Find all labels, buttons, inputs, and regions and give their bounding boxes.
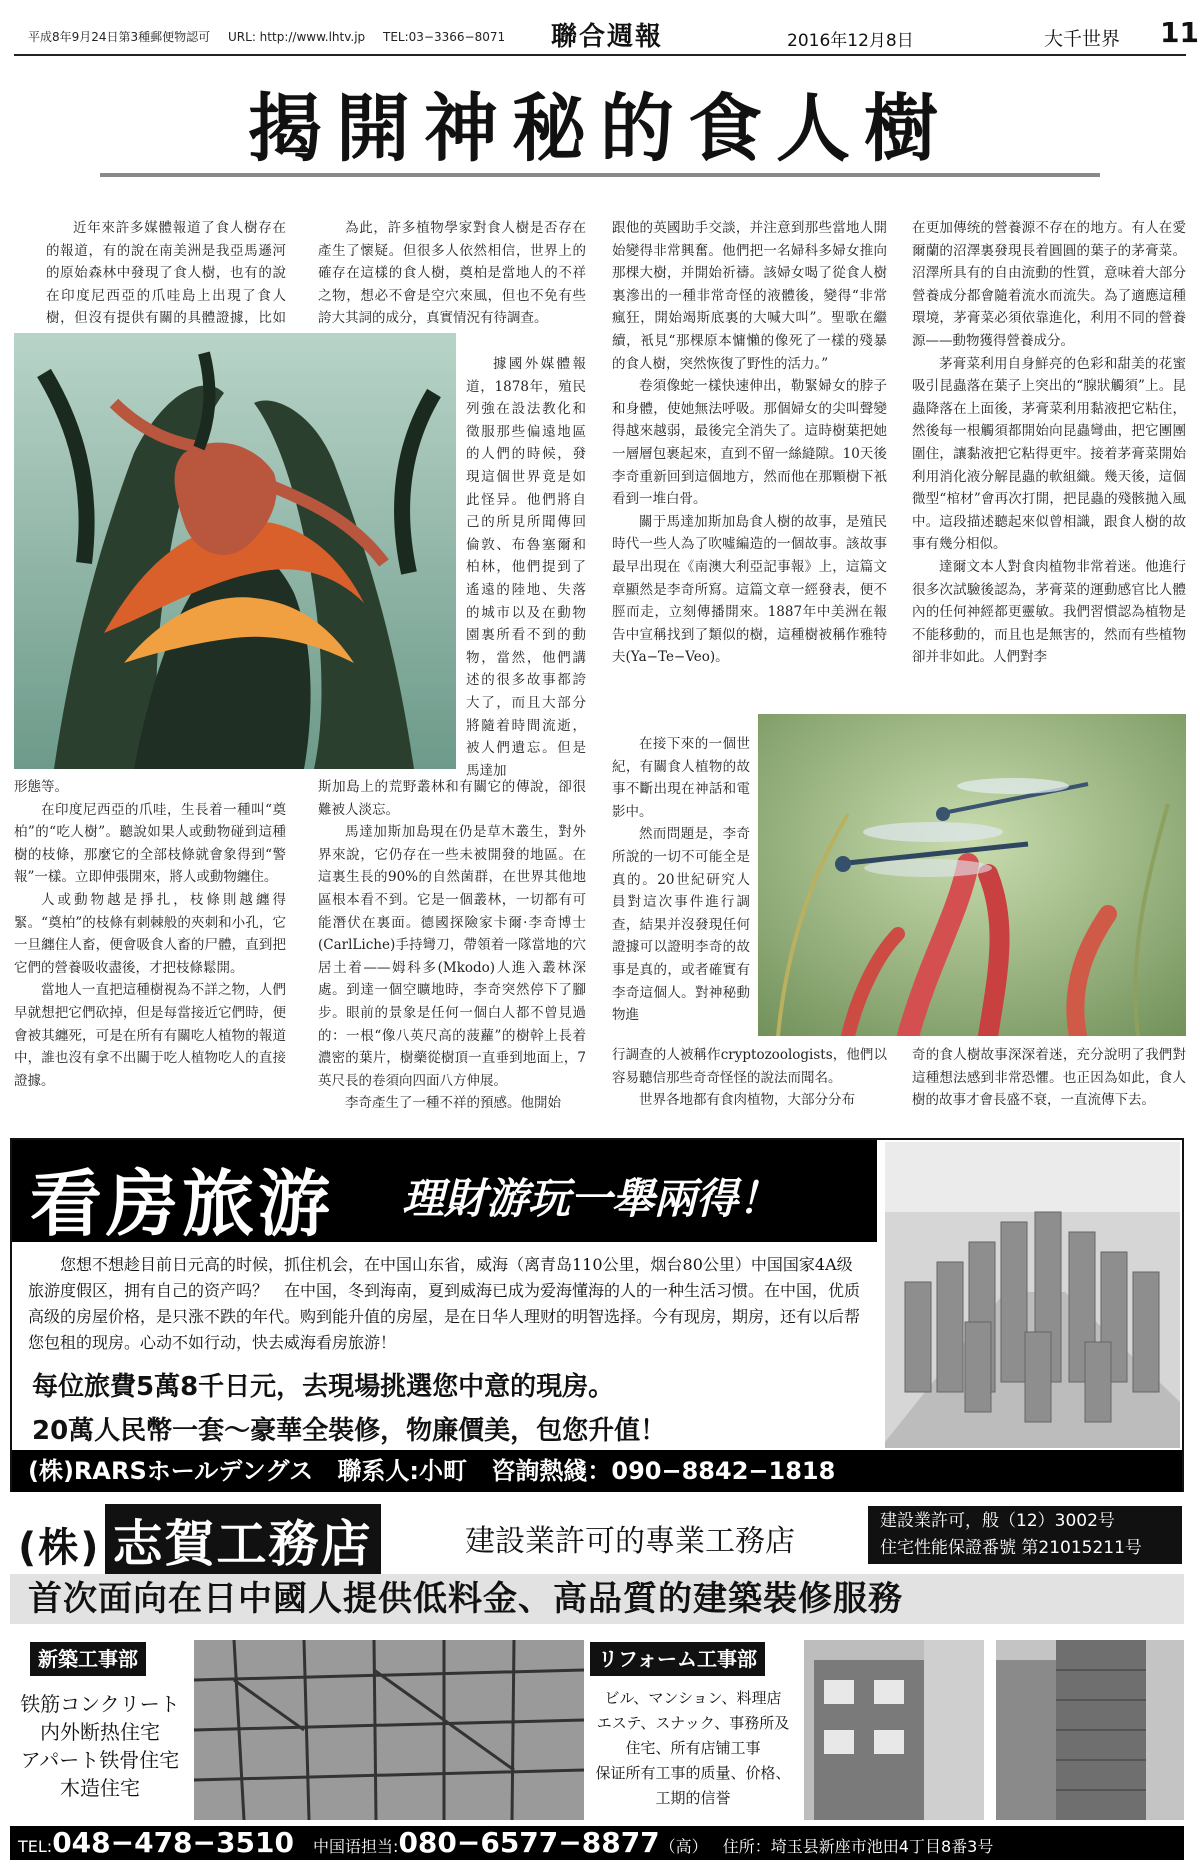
paragraph: 關于馬達加斯加島食人樹的故事，是殖民時代一些人為了吹噓編造的一個故事。該故事最早出現在《南澳大利亞記事報》上，這篇文章顯然是李奇所寫。這篇文章一經發表，便不脛而走，立刻傳播開來。1887年中美洲在報告中宣稱找到了類似的樹，這種樹被稱作雅特夫(Ya−Te−Veo)。 xyxy=(612,513,887,666)
company-name-text: 志賀工務店 xyxy=(105,1504,381,1576)
chinese-contact-label: 中国语担当: xyxy=(313,1837,399,1856)
ad-body-text: 您想不想趁目前日元高的时候，抓住机会，在中国山东省，威海（离青岛110公里，烟台80公里）中国国家4A级旅游度假区，拥有自己的资产吗？ 在中国，冬到海南，夏到威海已成为爱海懂海的人的一种生活习惯。在中国，优质高级的房屋价格，是只涨不跌的年代。购到能升值的房屋，是在日华人理财的明智选择。今有现房，期房，还有以后帮您包租的现房。心动不如行动，快去威海看房旅游！ xyxy=(28,1255,861,1352)
list-item: ビル、マンション、料理店 xyxy=(604,1689,782,1707)
phone-text: TEL:03−3366−8071 xyxy=(383,30,506,44)
article-column-2-bottom xyxy=(318,776,586,1115)
header-meta xyxy=(28,28,519,45)
page-number: 11 xyxy=(1160,16,1199,49)
list-item: エステ、スナック、事務所及 xyxy=(596,1714,790,1732)
ad-price-line: 每位旅費5萬8千日元，去現場挑選您中意的現房。 xyxy=(32,1372,615,1402)
ad-slogan: 理財游玩一舉兩得！ xyxy=(402,1174,781,1223)
list-item: 内外断热住宅 xyxy=(40,1720,160,1744)
paragraph: 茅膏菜利用自身鮮亮的色彩和甜美的花蜜吸引昆蟲落在葉子上突出的“腺狀觸須”上。昆蟲降落在上面後，茅膏菜利用黏液把它粘住，然後每一根觸須都開始向昆蟲彎曲，把它團團圍住，讓黏液把它粘得更牢。接着茅膏菜開始利用消化液分解昆蟲的軟組織。幾天後，這個微型“棺材”會再次打開，把昆蟲的殘骸拋入風中。這段描述聽起來似曾相識，跟食人樹的故事有幾分相似。 xyxy=(912,355,1186,553)
company-subtitle: 建設業許可的專業工務店 xyxy=(465,1524,795,1559)
tour-advertisement xyxy=(10,1138,1184,1492)
company-address: 住所：埼玉县新座市池田4丁目8番3号 xyxy=(722,1837,994,1856)
paragraph: 人或動物越是掙扎，枝條則越纏得緊。“奠柏”的枝條有刺棘般的夾刺和小孔，它一旦纏住人畜，便會吸食人畜的尸體，直到把它們的營養吸收盡後，才把枝條鬆開。 xyxy=(14,891,286,976)
paragraph: 達爾文本人對食肉植物非常着迷。他進行很多次試驗後認為，茅膏菜的運動感官比人體內的任何神經都更靈敏。我們習慣認為植物是不能移動的，而且也是無害的，然而有些植物卻并非如此。人們對李 xyxy=(912,558,1186,666)
license-line: 建設業許可，般（12）3002号 xyxy=(880,1511,1115,1531)
paragraph: 近年來許多媒體報道了食人樹存在的報道，有的說在南美洲是我亞馬遜河的原始森林中發現了食人樹，也有的說在印度尼西亞的爪哇島上出現了食人樹，但沒有提供有關的具體證據，比如 xyxy=(46,220,286,327)
article-column-3-top xyxy=(612,217,887,669)
list-item: 铁筋コンクリート xyxy=(20,1692,180,1716)
article-title: 揭開神秘的食人樹 xyxy=(248,86,952,172)
website-link[interactable]: URL: http://www.lhtv.jp xyxy=(228,30,366,44)
permit-text: 平成8年9月24日第3種郵便物認可 xyxy=(28,30,211,44)
paragraph: 跟他的英國助手交談，并注意到那些當地人開始變得非常興奮。他們把一名婦科多婦女推向那棵大樹，并開始祈禱。該婦女喝了從食人樹裏滲出的一種非常奇怪的液體後，變得“非常瘋狂，開始竭斯底裏的大喊大叫”。聖歌在繼續，衹見“那棵原本慵懶的像死了一樣的殘暴的食人樹，突然恢復了野性的活力。” xyxy=(612,220,887,372)
building-exterior-photo-2 xyxy=(996,1640,1184,1820)
man-eating-tree-illustration xyxy=(14,333,456,769)
apartment-complex-photo xyxy=(885,1142,1180,1448)
contact-phone-bar xyxy=(10,1826,1184,1860)
service-headline: 首次面向在日中國人提供低料金、高品質的建築裝修服務 xyxy=(10,1574,1184,1624)
article-column-3-bottom xyxy=(612,1044,887,1112)
ad-contact-person: 聯系人:小町 xyxy=(337,1457,468,1485)
chinese-contact-name: （高） xyxy=(659,1837,708,1856)
article-column-2-narrow xyxy=(466,353,586,782)
article-column-4-top xyxy=(912,217,1186,669)
dept-renovation: リフォーム工事部 xyxy=(590,1642,765,1676)
newspaper-name: 聯合週報 xyxy=(551,22,664,52)
main-phone-number[interactable]: 048−478−3510 xyxy=(52,1826,294,1859)
ad-company: (株)RARSホールデングス xyxy=(28,1457,314,1485)
paragraph: 卷須像蛇一樣快速伸出，勒緊婦女的脖子和身體，使她無法呼吸。那個婦女的尖叫聲變得越來越弱，最後完全消失了。這時樹葉把她一層層包裹起來，直到不留一絲縫隙。10天後李奇重新回到這個地方，然而他在那顆樹下衹看到一堆白骨。 xyxy=(612,378,887,508)
license-box xyxy=(868,1506,1182,1564)
tel-label: TEL: xyxy=(18,1837,53,1856)
list-item: 工期的信誉 xyxy=(655,1789,731,1807)
paragraph: 當地人一直把這種樹視為不詳之物，人們早就想把它們砍掉，但是每當接近它們時，便會被其纏死，可是在所有有關吃人植物的報道中，誰也沒有拿不出關于吃人植物吃人的直接證據。 xyxy=(14,982,286,1089)
article-column-1-bottom xyxy=(14,776,286,1092)
ad-headline: 看房旅游 xyxy=(30,1162,335,1246)
ad-hotline[interactable]: 咨詢熱綫：090−8842−1818 xyxy=(491,1457,836,1485)
list-item: アパート铁骨住宅 xyxy=(20,1748,180,1772)
article-column-2-top xyxy=(318,217,586,330)
paragraph: 世界各地都有食肉植物，大部分分布 xyxy=(639,1092,855,1109)
section-name: 大千世界 xyxy=(1044,28,1121,50)
steel-frame-construction-photo xyxy=(194,1640,584,1820)
issue-date: 2016年12月8日 xyxy=(787,31,914,51)
sundew-dragonfly-photo xyxy=(758,714,1186,1036)
company-kabu: (株) xyxy=(18,1525,101,1571)
ad-offer-line: 20萬人民幣一套～豪華全裝修，物廉價美，包您升值！ xyxy=(32,1416,667,1446)
page-header xyxy=(14,10,1199,56)
title-divider xyxy=(100,173,1100,177)
paragraph: 為此，許多植物學家對食人樹是否存在產生了懷疑。但很多人依然相信，世界上的確存在這樣的食人樹，奠柏是當地人的不祥之物，想必不會是空穴來風，但也不免有些誇大其詞的成分，真實情況有待調查。 xyxy=(318,220,586,327)
chinese-contact-number[interactable]: 080−6577−8877 xyxy=(398,1826,660,1859)
paragraph: 李奇產生了一種不祥的預感。他開始 xyxy=(345,1095,561,1112)
building-exterior-photo-1 xyxy=(804,1640,984,1820)
list-item: 木造住宅 xyxy=(60,1776,140,1800)
paragraph: 然而問題是，李奇所說的一切不可能全是真的。20世紀研究人員對這次事件進行調查，結果并沒發現任何證據可以證明李奇的故事是真的，或者確實有李奇這個人。對神秘動物進 xyxy=(612,826,750,1024)
paragraph: 在更加傳统的營養源不存在的地方。有人在愛爾蘭的沼澤裏發現長着圓圓的葉子的茅膏菜。沼澤所具有的自由流動的性質，意味着大部分營養成分都會隨着流水而流失。為了適應這種環境，茅膏菜必須依靠進化，利用不同的營養源——動物獲得營養成分。 xyxy=(912,220,1186,349)
license-line: 住宅性能保證番號 第21015211号 xyxy=(880,1538,1142,1558)
dept-new-construction: 新築工事部 xyxy=(30,1642,146,1676)
paragraph: 斯加島上的荒野叢林和有關它的傳說，卻很難被人淡忘。 xyxy=(318,779,586,818)
ad-contact-bar xyxy=(12,1450,1182,1492)
article-column-3-narrow xyxy=(612,733,750,1027)
ad-headline-band xyxy=(12,1140,877,1246)
paragraph: 行調查的人被稱作cryptozoologists，他們以容易聽信那些奇奇怪怪的說法而聞名。 xyxy=(612,1047,887,1086)
construction-advertisement xyxy=(10,1500,1184,1860)
company-name xyxy=(18,1504,381,1576)
list-item: 住宅、所有店铺工事 xyxy=(625,1739,761,1757)
paragraph: 據國外媒體報道，1878年，殖民列強在設法教化和徵服那些偏遠地區的人們的時候，發現這個世界竟是如此怪异。他們將自己的所見所聞傳回倫敦、布魯塞爾和柏林，他們提到了遙遠的陸地、失落的城市以及在動物園裏所看不到的動物，當然，他們講述的很多故事都誇大了，而且大部分將隨着時間流逝，被人們遺忘。但是馬達加 xyxy=(466,356,586,779)
paragraph: 在接下來的一個世紀，有關食人植物的故事不斷出現在神話和電影中。 xyxy=(612,736,750,820)
paragraph: 馬達加斯加島現在仍是草木叢生，對外界來說，它仍存在一些未被開發的地區。在這裏生長的90%的自然菌群，在世界其他地區根本看不到。它是一個叢林，一切都有可能潛伏在裏面。德國探險家卡爾·李奇博士(CarlLiche)手持彎刀，帶領着一隊當地的穴居土着——姆科多(Mkodo)人進入叢林深處。到達一個空曠地時，李奇突然停下了腳步。眼前的景象是任何一個白人都不曾見過的：一根“像八英尺高的菠蘿”的樹幹上長着濃密的葉片，樹藥從樹頂一直垂到地面上，7英尺長的卷須向四面八方伸展。 xyxy=(318,824,586,1089)
dept-new-construction-list xyxy=(10,1690,190,1802)
article-column-4-bottom xyxy=(912,1044,1186,1112)
dept-renovation-list xyxy=(588,1686,798,1811)
paragraph: 在印度尼西亞的爪哇，生長着一種叫“奠柏”的“吃人樹”。聽說如果人或動物碰到這種樹的枝條，那麼它的全部枝條就會象得到“警報”一樣。立即伸張開來，將人或動物纏住。 xyxy=(14,801,286,886)
paragraph: 奇的食人樹故事深深着迷，充分說明了我們對這種想法感到非常恐懼。也正因為如此，食人樹的故事才會長盛不衰，一直流傳下去。 xyxy=(912,1047,1186,1109)
list-item: 保证所有工事的质量、价格、 xyxy=(595,1764,791,1782)
paragraph: 形態等。 xyxy=(14,779,68,795)
